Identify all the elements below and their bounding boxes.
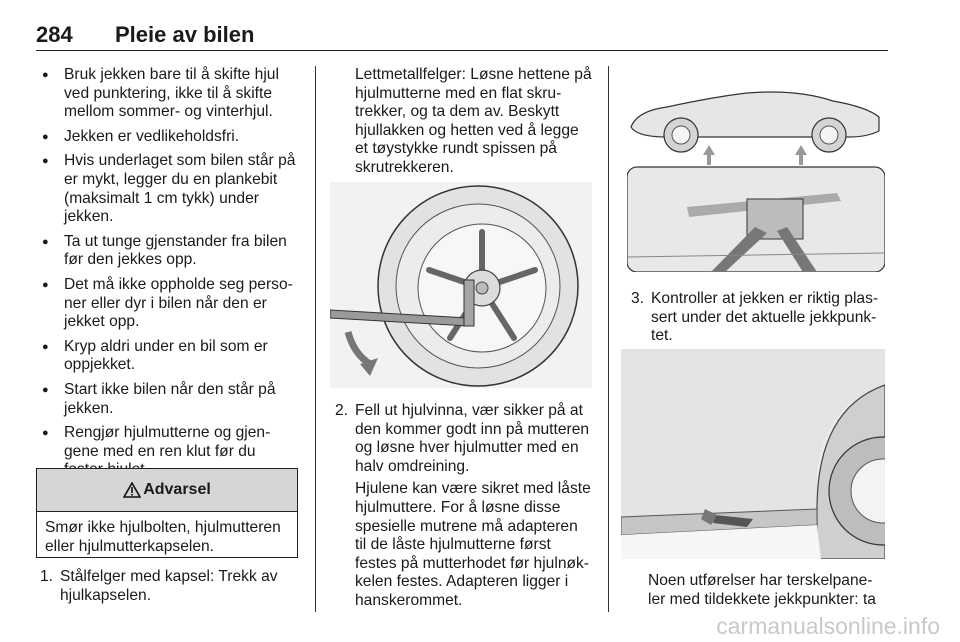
column-left <box>36 66 298 486</box>
page-title: Pleie av bilen <box>115 22 255 47</box>
car-jack-points-illustration <box>627 67 885 272</box>
column-divider <box>315 66 316 612</box>
note-text: Noen utførelser har terskelpane-ler med tildekkete jekkpunkter: ta <box>648 572 876 608</box>
bullet-item: ● Hvis underlaget som bilen står på er mykt, legger du en plankebit (maksimalt 1 cm tykk) under jekken. <box>36 152 298 226</box>
bullet-item: ● Det må ikke oppholde seg perso-ner eller dyr i bilen når den er jekket opp. <box>36 276 298 332</box>
sill-note <box>648 572 885 609</box>
bullet-item: ● Jekken er vedlikeholdsfri. <box>36 128 298 147</box>
step-2 <box>335 402 592 611</box>
step-number: 3. <box>631 290 645 307</box>
bullet-item: ● Kryp aldri under en bil som er oppjekket. <box>36 338 298 375</box>
step-text: Fell ut hjulvinna, vær sikker på at den kommer godt inn på mutteren og løsne hver hjulmutter med en halv omdreining. <box>355 402 590 475</box>
step-text: Kontroller at jekken er riktig plas-sert under det aktuelle jekkpunk-tet. <box>651 290 879 345</box>
step-3 <box>631 290 885 346</box>
step-text: Stålfelger med kapsel: Trekk av hjulkapselen. <box>60 568 278 604</box>
bullet-item: ● Rengjør hjulmutterne og gjen-gene med en ren klut før du <box>36 424 298 480</box>
warning-box <box>36 468 298 558</box>
step-note: Hjulene kan være sikret med låste hjulmuttere. For å løsne disse spesielle mutrene må adapteren til de låste hjulmutterne først festes på mutterhodet før hjulnøk-kelen festes. Adapteren ligger i hanskerommet. <box>355 480 591 609</box>
step-1 <box>40 568 298 605</box>
intro-paragraph: Lettmetallfelger: Løsne hettene på hjulmutterne med en flat skru-trekker, og ta dem av. Beskytt hjullakken og hetten ved å legge et tøystykke rundt spissen på skrutrekkeren. <box>355 66 592 176</box>
column-divider <box>608 66 609 612</box>
bullet-item: ● Ta ut tunge gjenstander fra bilen før den jekkes opp. <box>36 233 298 270</box>
step-number: 1. <box>40 568 54 585</box>
warning-text: Smør ikke hjulbolten, hjulmutteren eller hjulmutterkapselen. <box>45 519 281 555</box>
column-middle <box>355 66 592 178</box>
watermark: carmanualsonline.info <box>716 613 940 639</box>
warning-triangle-icon <box>123 482 141 498</box>
warning-header <box>37 469 297 512</box>
bullet-item: ● Start ikke bilen når den står på jekken. <box>36 381 298 418</box>
bullet-item: ● Bruk jekken bare til å skifte hjul ved punktering, ikke til å skifte mellom sommer- og vinterhjul. <box>36 66 298 122</box>
step-number: 2. <box>335 402 349 419</box>
warning-title: Advarsel <box>143 481 211 498</box>
sill-panel-illustration <box>621 349 885 559</box>
wheel-wrench-illustration <box>330 182 592 388</box>
page-number: 284 <box>36 22 73 47</box>
page-header <box>36 20 888 51</box>
